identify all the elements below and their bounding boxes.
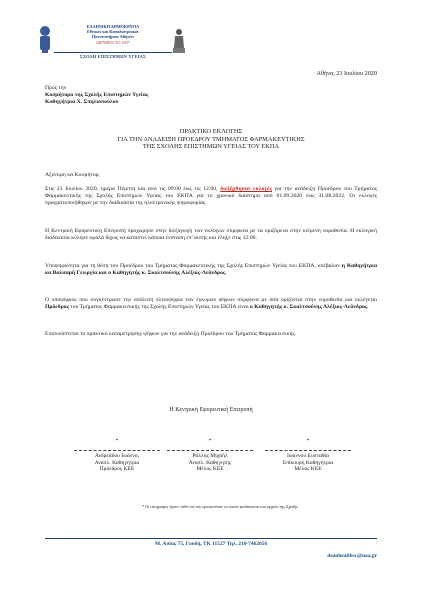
signature-star: * [115, 438, 119, 444]
paragraph1-pre: Στις 23 Ιουλίου 2020, ημέρα Πέμπτη και από τις 09:00 έως τις 12:00, [45, 186, 221, 192]
signature-role: Μέλος ΚΕΕ [196, 466, 224, 473]
paragraph3-pre: Υποψηφιότητα για τη θέση του Προέδρου του Τμήματος Φαρμακευτικής της Σχολής Επιστημών Υγείας του ΕΚΠΑ, υπέβαλαν [45, 263, 342, 269]
recipient-to: Προς την [45, 85, 67, 91]
founded-line: ΙΔΡΥΘΕΝ ΤΟ 1837 [96, 39, 130, 45]
paragraph-attachment: Επισυνάπτεται το πρακτικό καταμέτρησης ψήφων για την ανάδειξη Προέδρου του Τμήματος Φαρμακευτικής. [45, 331, 297, 337]
paragraph-election [45, 186, 377, 208]
footer-address: Μ. Ασίας 75, Γουδή, ΤΚ 11527 Τηλ. 210-7462056 [154, 541, 268, 547]
paragraph4-bold1: Πρόεδρος [45, 304, 69, 311]
university-name-line2: Πανεπιστήμιον Αθηνών [91, 34, 135, 40]
signature-line [265, 450, 351, 451]
signature-star: * [208, 438, 212, 444]
signature-line [167, 450, 253, 451]
committee-title: Η Κεντρική Εφορευτική Επιτροπή [169, 407, 253, 413]
document-title [45, 128, 377, 151]
recipient-line1: Κοσμήτορα της Σχολής Επιστημών Υγείας [45, 92, 149, 99]
signature-title: Αναπλ. Καθηγητής [188, 459, 232, 466]
paragraph1-post: για την ανάδειξη Προέδρου του Τμήματος Φαρμακευτικής της Σχολής Επιστημών Υγείας του ΕΚΠΑ για το χρονικό διάστημα από 01.09.2020 έως 31.08.2022. Οι εκλογές πραγματοποιήθηκαν με την διαδικασία της ηλεκτρονικής ψηφοφορίας. [45, 186, 378, 207]
signature-3 [253, 438, 363, 473]
signature-line [74, 450, 160, 451]
signature-role: Μέλος ΚΕΕ [294, 466, 322, 473]
signature-footnote: * Οι υπογραφές έχουν τεθεί επί του πρωτοτύπου το οποίο φυλάσσεται στο αρχείο της Σχολής [141, 504, 299, 509]
signature-name: Ιωάννου Ευσταθία [287, 453, 329, 459]
statue-logo [172, 28, 186, 54]
recipient-block [45, 85, 377, 107]
title-line2: ΓΙΑ ΤΗΝ ΑΝΑΔΕΙΞΗ ΠΡΟΕΔΡΟΥ ΤΜΗΜΑΤΟΣ ΦΑΡΜΑΚΕΥΤΙΚΗΣ [117, 135, 305, 143]
paragraph3-bold: η Καθηγήτρια κα Βαλσαμή Γεωργία και ο Καθηγητής κ. Σκαλτσούνης Αλέξιος-Λεάνδρος [45, 263, 377, 277]
signature-title: Αναπλ. Καθηγήτρια [94, 459, 140, 466]
signature-name: Ράλλης Μιχαήλ [192, 453, 228, 459]
university-header [54, 24, 172, 45]
footer-divider [45, 538, 377, 539]
school-name: ΣΧΟΛΗ ΕΠΙΣΤΗΜΩΝ ΥΓΕΙΑΣ [79, 54, 147, 59]
paragraph4-bold2: ο Καθηγητής κ. Σκαλτσούνης Αλέξιος-Λεάνδρος [250, 304, 368, 311]
signature-star: * [306, 438, 310, 444]
salutation: Αξιότιμη κα Κοσμήτορ, [45, 172, 100, 178]
title-line1: ΠΡΑΚΤΙΚΟ ΕΚΛΟΓΗΣ [179, 128, 243, 135]
republic-line: ΕΛΛΗΝΙΚΗ ΔΗΜΟΚΡΑΤΙΑ [86, 24, 140, 29]
title-line3: ΤΗΣ ΣΧΟΛΗΣ ΕΠΙΣΤΗΜΩΝ ΥΓΕΙΑΣ ΤΟΥ ΕΚΠΑ [142, 143, 280, 151]
paragraph-candidates [45, 263, 377, 277]
signature-2 [155, 438, 265, 473]
university-name-line1: Εθνικόν και Καποδιστριακόν [87, 29, 139, 35]
paragraph1-highlight: διεξήχθησαν εκλογές [220, 186, 272, 192]
paragraph3-post: . [225, 270, 227, 277]
paragraph4-pre: Ο υποψήφιος που συγκέντρωσε την απόλυτη πλειοψηφία των έγκυρων ψήφων σύμφωνα με όσα ορίζονται στην νομοθεσία και εκλέγεται [45, 297, 377, 303]
header-divider [54, 52, 172, 53]
paragraph4-mid: του Τμήματος Φαρμακευτικής της Σχολής Επιστημών Υγείας του ΕΚΠΑ είναι [68, 304, 251, 311]
document-date: Αθήνα, 23 Ιουλίου 2020 [316, 70, 377, 77]
signature-name: Ανδρεάδου Ιωάννα, [94, 453, 140, 459]
recipient-line2: Καθηγήτρια Χ. Σπηλιοπούλου [45, 99, 119, 106]
paragraph4-post: . [367, 304, 369, 311]
footer-email[interactable]: deanhealthsc@uoa.gr [327, 553, 377, 559]
signature-title: Επίκουρη Καθηγήτρια [282, 459, 334, 466]
paragraph-procedure: Η Κεντρική Εφορευτική Επιτροπή προχώρησε στην διεξαγωγή των εκλογών σύμφωνα με τα οριζόμενα στην κείμενη νομοθεσία. Η εκλογική διαδικασία κύλησε ομαλά δίχως να καταστεί κάποια ένσταση επ' αυτής και έληξε στις 12:00. [45, 228, 377, 242]
university-emblem-logo [37, 24, 53, 54]
signature-role: Πρόεδρος ΚΕΕ [99, 466, 135, 473]
paragraph-result [45, 297, 377, 311]
